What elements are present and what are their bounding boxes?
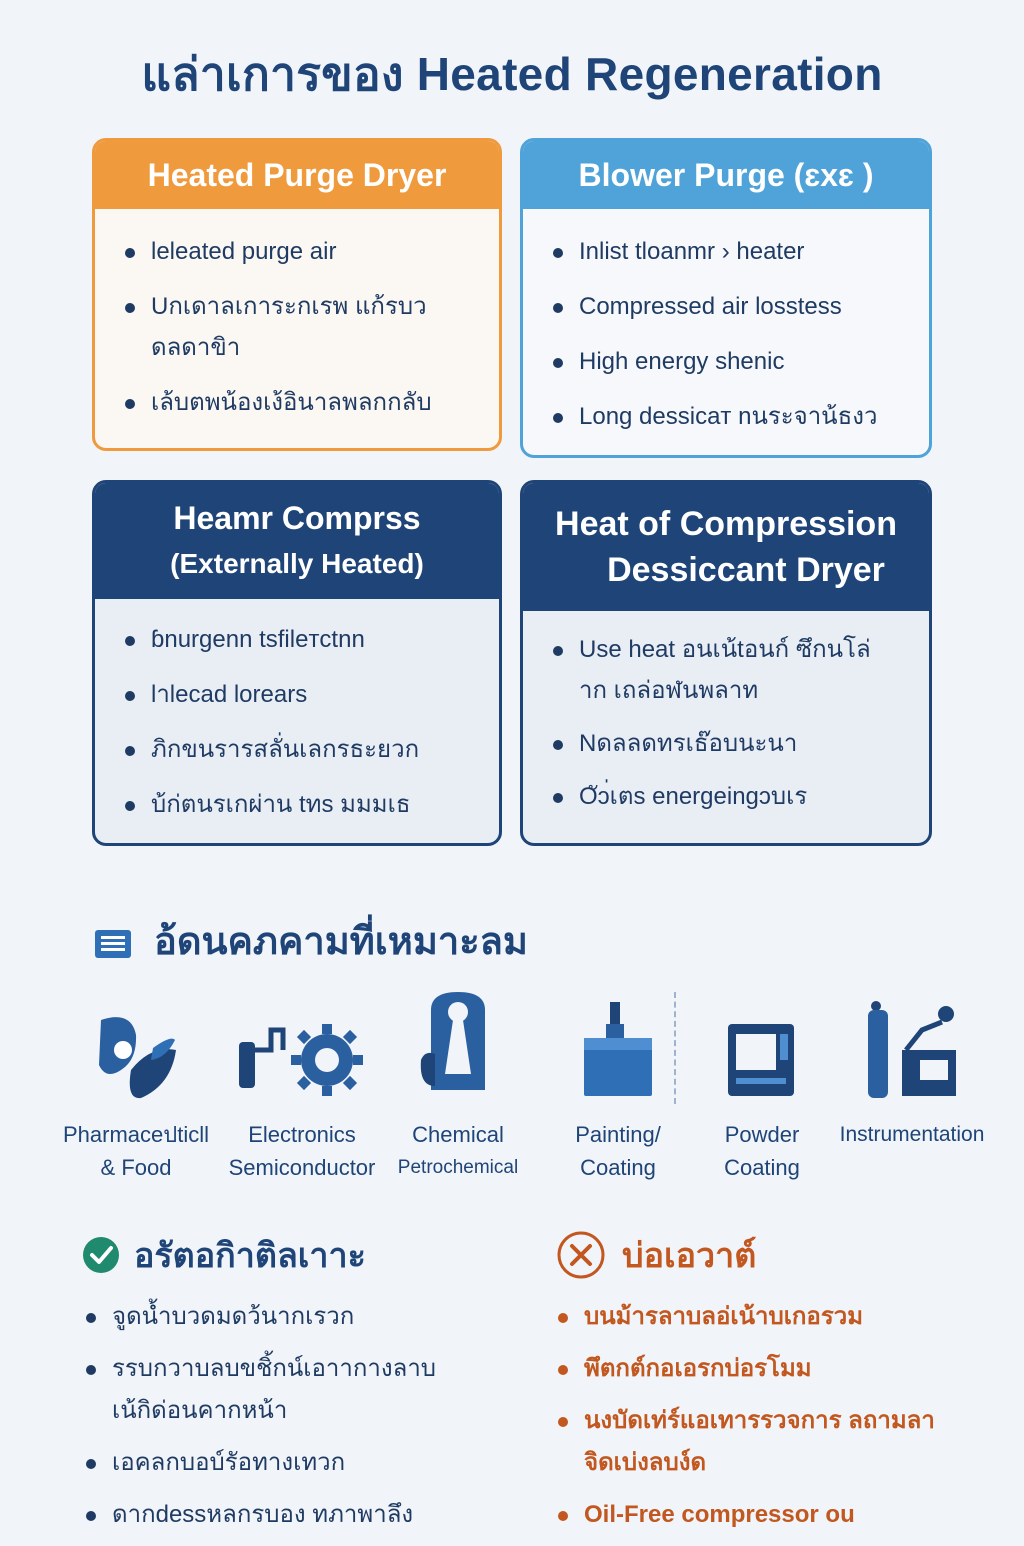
card-list	[523, 611, 929, 817]
list-item: ดากdessหลกรบอง ทภาพาลึง	[84, 1494, 504, 1536]
cons-heading	[556, 1228, 756, 1282]
app-label	[50, 1118, 222, 1184]
app-painting	[550, 990, 686, 1184]
heated-purge-card	[92, 138, 502, 451]
list-item: ɓnurgenn tsfileтctnn	[123, 619, 499, 660]
list-item: นงบัดเท่ร์แอเทารรวจการ ลถามลาจิดเบ่งลบง์ด	[556, 1400, 956, 1484]
list-item: Inlist tloanmr › heater	[551, 231, 929, 272]
list-item: lาlecad lorears	[123, 674, 499, 715]
label-line: Petrochemical	[397, 1157, 519, 1178]
list-item: Oil-Free compressor ou	[556, 1494, 996, 1536]
list-item: จูดน้ำบวดมดว้นากเรวก	[84, 1296, 504, 1338]
powder-machine-icon	[694, 990, 830, 1100]
applications-heading	[94, 910, 528, 971]
chemical-icon	[388, 990, 528, 1100]
label-line: Coating	[580, 1155, 656, 1180]
x-circle-icon	[556, 1230, 606, 1280]
list-item: บ้ก่ตนรเกผ่าน tทs มมมเธ	[123, 784, 499, 825]
check-circle-icon	[82, 1236, 120, 1274]
label-line: Chemical	[412, 1122, 504, 1147]
app-pharma-food	[50, 990, 222, 1184]
card-header	[523, 483, 929, 611]
app-electronics	[222, 990, 382, 1184]
blower-purge-card	[520, 138, 932, 458]
label-line: Powder	[724, 1122, 800, 1147]
divider	[674, 992, 676, 1104]
pros-heading	[82, 1228, 366, 1282]
card-title: Heamr Comprss	[173, 500, 421, 536]
list-item: Uกเดาลเการะกเรพ แก้รบวดลดาขิา	[123, 286, 443, 368]
card-title: Blower Purge (ɛxɛ )	[578, 156, 874, 193]
card-subtitle: (Externally Heated)	[170, 548, 424, 579]
pros-list	[84, 1296, 504, 1546]
applications-title: อ้ดนคภคามที่เหมาะลม	[154, 921, 528, 963]
gear-icon	[222, 990, 382, 1100]
list-item: Oัɔ่เตs energeingɔบเร	[551, 776, 929, 817]
list-item: ภิกขนรารสลั่นเลกรธะยวก	[123, 729, 499, 770]
app-label	[550, 1118, 686, 1184]
page-title: แล่าเการของ Heated Regeneration	[141, 48, 883, 100]
app-label	[832, 1118, 992, 1151]
app-label	[388, 1118, 528, 1184]
label-line: Painting/	[575, 1122, 661, 1147]
applications-row	[0, 990, 1024, 1190]
card-list	[95, 599, 499, 825]
list-item: High energy shenic	[551, 341, 929, 382]
instrument-icon	[832, 990, 992, 1100]
list-item: Nดลลดทรเธ๊อบนะนา	[551, 723, 929, 764]
label-line: Pharmaceปticll	[62, 1122, 209, 1147]
cons-title: บ่อเอวาต์	[622, 1237, 757, 1275]
cons-list	[556, 1296, 996, 1546]
list-item: Compressed air losstess	[551, 286, 929, 327]
list-item: พึตกต์กอเอรกบ่อรโมม	[556, 1348, 996, 1390]
heat-of-compression-card	[520, 480, 932, 846]
list-item: Long dessicaт nนระจาน้ธงว	[551, 396, 929, 437]
list-item: เล้บตพน้องเง้อินาลพลกกลับ	[123, 382, 499, 423]
list-item: Use heat อนเน้tอนก์ ซึกนโล่าก เถล่อฬนพลาท	[551, 629, 881, 711]
card-title: Heat of Compression	[555, 505, 897, 543]
card-list	[523, 209, 929, 437]
app-label	[694, 1118, 830, 1184]
card-title-line2: Dessiccant Dryer	[607, 551, 885, 589]
label-line: & Food	[100, 1155, 172, 1180]
list-item: รรบกวาบลบขชิ้กน์เอาากางลาบ เน้กิด่อนคากหน้า	[84, 1348, 464, 1432]
list-item: เอคลกบอบ์รัอทางเทวก	[84, 1442, 504, 1484]
app-powder	[694, 990, 830, 1184]
list-item: leleated purge air	[123, 231, 499, 272]
card-header	[95, 483, 499, 599]
list-item: บนม้ารลาบลอ่เน้าบเกอรวม	[556, 1296, 996, 1338]
pros-title: อรัตอกิาติลเาาะ	[134, 1237, 366, 1275]
app-instrumentation	[832, 990, 992, 1151]
app-label	[222, 1118, 382, 1184]
label-line: Semiconductor	[228, 1155, 376, 1180]
card-title: Heated Purge Dryer	[147, 156, 447, 193]
document-icon	[94, 926, 132, 956]
externally-heated-card	[92, 480, 502, 846]
card-header	[95, 141, 499, 209]
label-line: Coating	[724, 1155, 800, 1180]
paint-icon	[550, 990, 686, 1100]
label-line: Instrumentation	[839, 1123, 985, 1146]
card-header	[523, 141, 929, 209]
label-line: Electronics	[248, 1122, 356, 1147]
pharma-food-icon	[50, 990, 222, 1100]
card-list	[95, 209, 499, 423]
app-chemical	[388, 990, 528, 1184]
